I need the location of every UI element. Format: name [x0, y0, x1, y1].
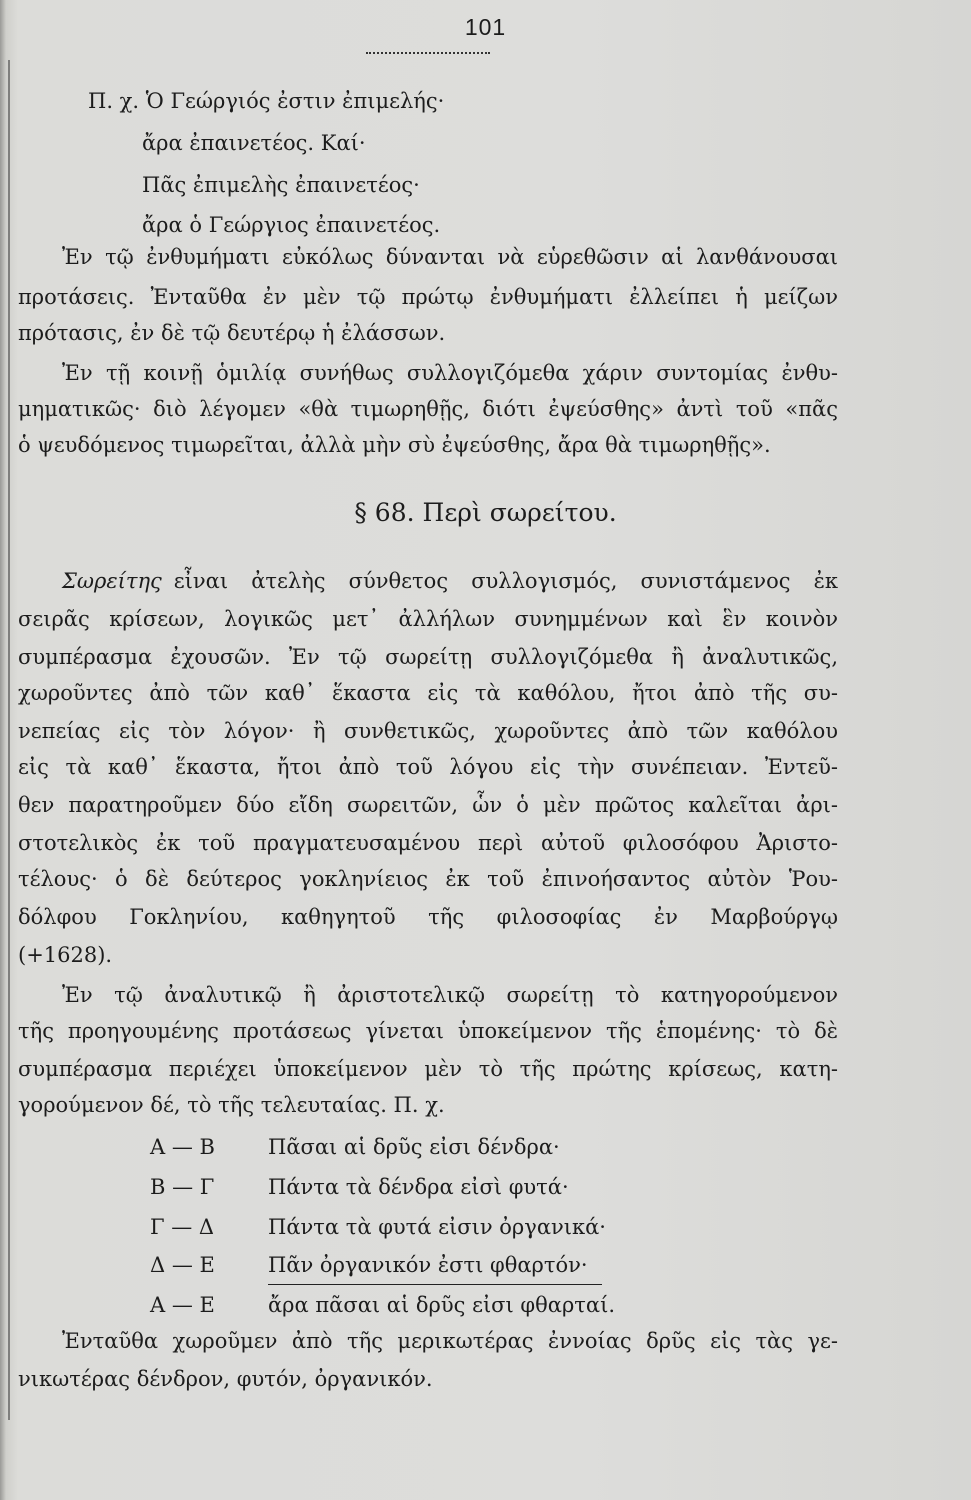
paragraph-line	[62, 566, 838, 596]
paragraph-line: τέλους· ὁ δὲ δεύτερος γοκληνίειος ἐκ τοῦ ἐπινοήσαντος αὐτὸν Ῥου-	[18, 867, 838, 891]
paragraph-line: Ἐν τῇ κοινῇ ὁμιλίᾳ συνήθως συλλογιζόμεθα χάριν συντομίας ἐνθυ-	[62, 361, 838, 385]
paragraph-line: (+1628).	[18, 943, 113, 967]
premise-code: Γ — Δ	[150, 1215, 215, 1239]
paragraph-line: Ἐνταῦθα χωροῦμεν ἀπὸ τῆς μερικωτέρας ἐννοίας δρῦς εἰς τὰς γε-	[62, 1329, 838, 1353]
paragraph-line: Ἐν τῷ ἐνθυμήματι εὐκόλως δύνανται νὰ εὑρεθῶσιν αἱ λανθάνουσαι	[62, 245, 838, 269]
paragraph-line: χωροῦντες ἀπὸ τῶν καθ᾽ ἕκαστα εἰς τὰ καθόλου, ἤτοι ἀπὸ τῆς συ-	[18, 681, 838, 705]
conclusion-text: ἄρα πᾶσαι αἱ δρῦς εἰσι φθαρταί.	[268, 1293, 616, 1317]
paragraph-line: μηματικῶς· διὸ λέγομεν «θὰ τιμωρηθῇς, διότι ἐψεύσθης» ἀντὶ τοῦ «πᾶς	[18, 397, 838, 421]
premise-text: Πάντα τὰ φυτά εἰσιν ὀργανικά·	[268, 1215, 606, 1239]
conclusion-code: Α — Ε	[150, 1293, 215, 1317]
example-line: ἄρα ἐπαινετέος. Καί·	[142, 131, 366, 155]
page-number: 101	[464, 14, 507, 40]
premise-code: Δ — Ε	[150, 1253, 215, 1277]
section-heading: § 68. Περὶ σωρείτου.	[354, 498, 617, 527]
paragraph-line: γορούμενον δέ, τὸ τῆς τελευταίας. Π. χ.	[18, 1093, 445, 1117]
premise-code: Β — Γ	[150, 1175, 215, 1199]
paragraph-line: συμπέρασμα ἐχουσῶν. Ἐν τῷ σωρείτῃ συλλογιζόμεθα ἢ ἀναλυτικῶς,	[18, 645, 838, 669]
paragraph-text: εἶναι ἀτελὴς σύνθετος συλλογισμός, συνιστάμενος ἐκ	[173, 569, 838, 593]
binding-edge	[8, 60, 10, 1420]
premise-text: Πᾶν ὀργανικόν ἐστι φθαρτόν·	[268, 1253, 588, 1277]
paragraph-line: συμπέρασμα περιέχει ὑποκείμενον μὲν τὸ τῆς πρώτης κρίσεως, κατη-	[18, 1057, 838, 1081]
page-number-rule	[366, 52, 490, 54]
paragraph-line: τῆς προηγουμένης προτάσεως γίνεται ὑποκείμενον τῆς ἑπομένης· τὸ δὲ	[18, 1019, 838, 1043]
example-intro: Π. χ. Ὁ Γεώργιός ἐστιν ἐπιμελής·	[88, 89, 445, 113]
paragraph-line: δόλφου Γοκληνίου, καθηγητοῦ τῆς φιλοσοφίας ἐν Μαρβούργῳ	[18, 905, 838, 929]
premise-code: Α — Β	[150, 1135, 215, 1159]
defined-term: Σωρείτης	[62, 569, 162, 593]
premise-text: Πᾶσαι αἱ δρῦς εἰσι δένδρα·	[268, 1135, 560, 1159]
example-line: Πᾶς ἐπιμελὴς ἐπαινετέος·	[142, 173, 420, 197]
paragraph-line: εἰς τὰ καθ᾽ ἕκαστα, ἤτοι ἀπὸ τοῦ λόγου εἰς τὴν συνέπειαν. Ἐντεῦ-	[18, 755, 838, 779]
paragraph-line: προτάσεις. Ἐνταῦθα ἐν μὲν τῷ πρώτῳ ἐνθυμήματι ἐλλείπει ἡ μείζων	[18, 285, 838, 309]
premise-text: Πάντα τὰ δένδρα εἰσὶ φυτά·	[268, 1175, 569, 1199]
paragraph-line: ὁ ψευδόμενος τιμωρεῖται, ἀλλὰ μὴν σὺ ἐψεύσθης, ἄρα θὰ τιμωρηθῇς».	[18, 433, 771, 457]
paragraph-line: θεν παρατηροῦμεν δύο εἴδη σωρειτῶν, ὧν ὁ μὲν πρῶτος καλεῖται ἀρι-	[18, 793, 838, 817]
conclusion-rule	[268, 1284, 602, 1285]
paragraph-line: πρότασις, ἐν δὲ τῷ δευτέρῳ ἡ ἐλάσσων.	[18, 321, 446, 345]
example-line: ἄρα ὁ Γεώργιος ἐπαινετέος.	[142, 213, 441, 237]
paragraph-line: σειρᾶς κρίσεων, λογικῶς μετ᾽ ἀλλήλων συνημμένων καὶ ἓν κοινὸν	[18, 607, 838, 631]
paragraph-line: στοτελικὸς ἐκ τοῦ πραγματευσαμένου περὶ αὐτοῦ φιλοσόφου Ἀριστο-	[18, 831, 838, 855]
paragraph-line: νικωτέρας δένδρον, φυτόν, ὀργανικόν.	[18, 1367, 433, 1391]
paragraph-line: νεπείας εἰς τὸν λόγον· ἢ συνθετικῶς, χωροῦντες ἀπὸ τῶν καθόλου	[18, 719, 838, 743]
paragraph-line: Ἐν τῷ ἀναλυτικῷ ἢ ἀριστοτελικῷ σωρείτῃ τὸ κατηγορούμενον	[62, 983, 838, 1007]
